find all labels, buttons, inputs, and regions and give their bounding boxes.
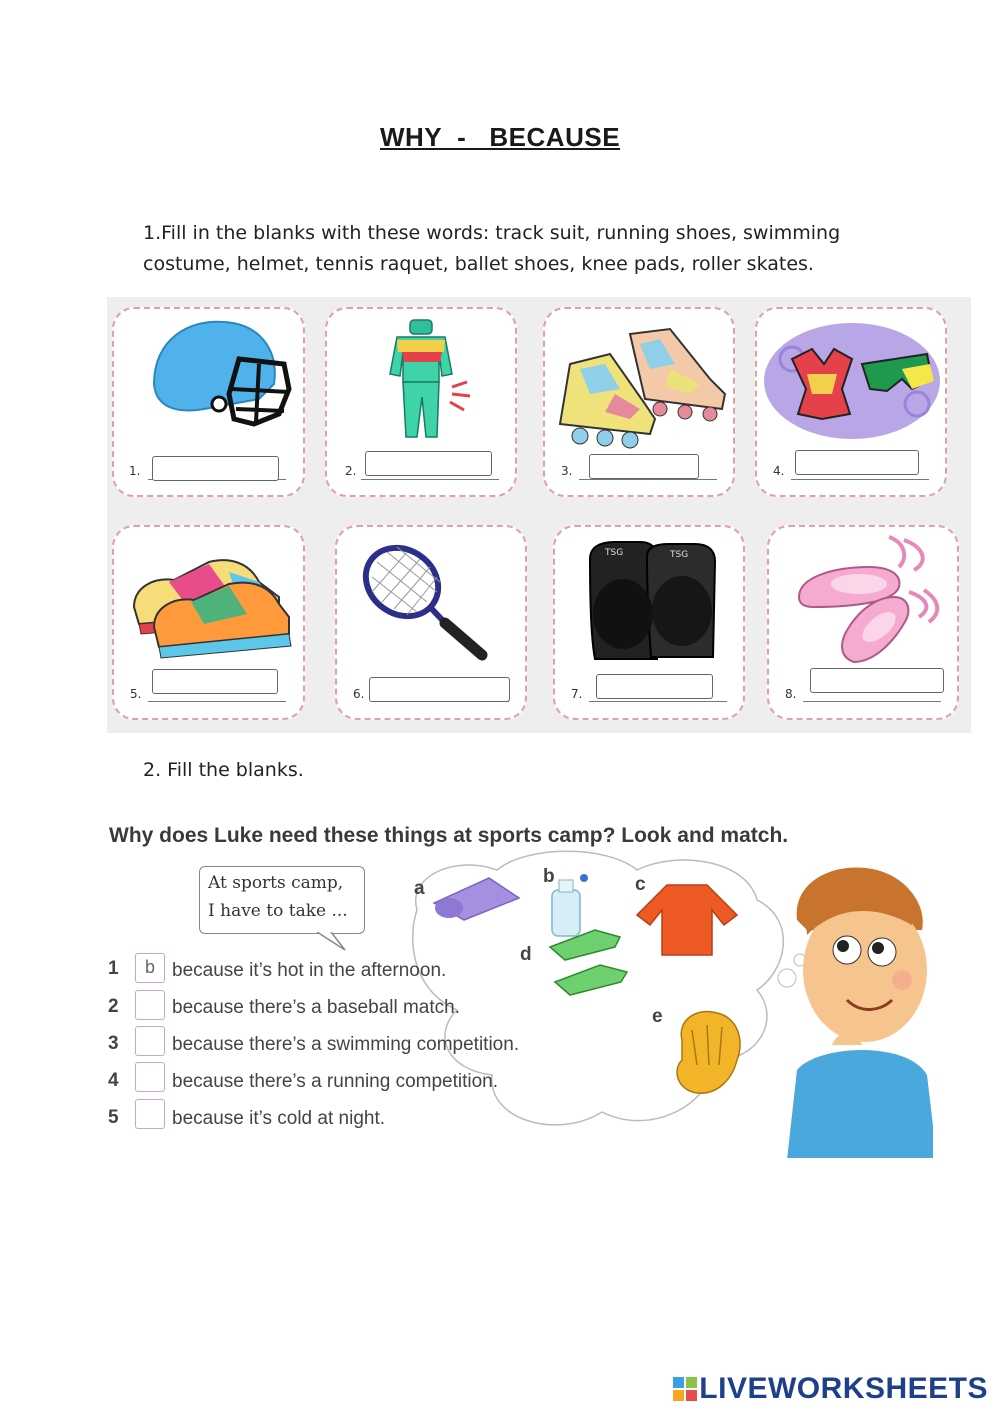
card-4: [755, 307, 947, 497]
answer-underline: [361, 479, 499, 480]
exercise1-instruction: 1.Fill in the blanks with these words: track suit, running shoes, swimming costume, helmet, tennis raquet, ballet shoes, knee pads, roller skates.: [143, 222, 841, 275]
answer-underline: [791, 479, 929, 480]
row-text: because there’s a running competition.: [172, 1071, 499, 1092]
answer-input-6[interactable]: [369, 677, 510, 702]
answer-underline: [148, 701, 286, 702]
answer-input-2[interactable]: [365, 451, 492, 476]
card-2: [325, 307, 517, 497]
card-6: [335, 525, 527, 720]
answer-input-4[interactable]: [795, 450, 919, 475]
helmet-icon: [144, 314, 294, 444]
brand-name: LIVEWORKSHEETS: [699, 1372, 988, 1405]
svg-text:TSG: TSG: [670, 550, 689, 560]
svg-text:TSG: TSG: [605, 548, 624, 558]
answer-input-3[interactable]: [589, 454, 699, 479]
item-number: 2.: [345, 464, 357, 478]
boy-character-icon: [777, 860, 933, 1158]
track-suit-icon: [382, 312, 472, 442]
exercise2-panel: [97, 810, 933, 1158]
row-number: 3: [108, 1033, 119, 1054]
bubble-line: I have to take ...: [208, 901, 348, 921]
answer-underline: [803, 701, 941, 702]
item-letter: a: [414, 878, 425, 899]
answer-input-5[interactable]: [152, 669, 278, 694]
tennis-racket-icon: [352, 537, 512, 667]
roller-skates-icon: [550, 324, 730, 449]
answer-input-7[interactable]: [596, 674, 713, 699]
footer-logo[interactable]: [673, 1372, 988, 1406]
item-letter: d: [520, 944, 532, 965]
speech-bubble: [199, 866, 365, 934]
row-number: 5: [108, 1107, 119, 1128]
answer-input-1[interactable]: [152, 456, 279, 481]
answer-box-4[interactable]: [135, 1062, 165, 1092]
row-text: because it’s hot in the afternoon.: [172, 960, 447, 981]
swimming-costume-icon: [762, 319, 942, 444]
card-1: [112, 307, 305, 497]
item-number: 7.: [571, 687, 583, 701]
exercise2-instruction: 2. Fill the blanks.: [143, 759, 304, 781]
answer-underline: [589, 701, 727, 702]
bubble-tail-icon: [317, 932, 347, 952]
running-shoes-icon: [129, 542, 294, 662]
card-7: [553, 525, 745, 720]
knee-pads-icon: [585, 539, 720, 669]
row-number: 4: [108, 1070, 119, 1091]
towel-icon: [429, 868, 524, 923]
item-letter: e: [652, 1006, 663, 1027]
answer-input-8[interactable]: [810, 668, 944, 693]
exercise2-title: Why does Luke need these things at sports camp? Look and match.: [109, 824, 789, 847]
row-text: because there’s a swimming competition.: [172, 1034, 520, 1055]
card-3: [543, 307, 735, 497]
answer-box-1[interactable]: b: [135, 953, 165, 983]
row-text: because it’s cold at night.: [172, 1108, 386, 1129]
item-number: 8.: [785, 687, 797, 701]
green-trainers-icon: [545, 922, 635, 1002]
ballet-shoes-icon: [794, 532, 944, 672]
row-text: because there’s a baseball match.: [172, 997, 460, 1018]
item-letter: c: [635, 874, 646, 895]
row-number: 1: [108, 958, 119, 979]
exercise1-panel: [107, 297, 971, 733]
row-number: 2: [108, 996, 119, 1017]
answer-box-5[interactable]: [135, 1099, 165, 1129]
item-number: 1.: [129, 464, 141, 478]
sweater-icon: [632, 880, 742, 960]
item-number: 3.: [561, 464, 573, 478]
card-5: [112, 525, 305, 720]
item-letter: b: [543, 866, 555, 887]
liveworksheets-logo-icon: [673, 1377, 697, 1401]
item-number: 5.: [130, 687, 142, 701]
bubble-line: At sports camp,: [208, 873, 344, 893]
answer-box-2[interactable]: [135, 990, 165, 1020]
page-title: WHY - BECAUSE: [379, 122, 621, 152]
item-number: 6.: [353, 687, 365, 701]
card-8: [767, 525, 959, 720]
item-number: 4.: [773, 464, 785, 478]
answer-box-3[interactable]: [135, 1026, 165, 1056]
answer-underline: [579, 479, 717, 480]
baseball-glove-icon: [667, 1005, 747, 1100]
